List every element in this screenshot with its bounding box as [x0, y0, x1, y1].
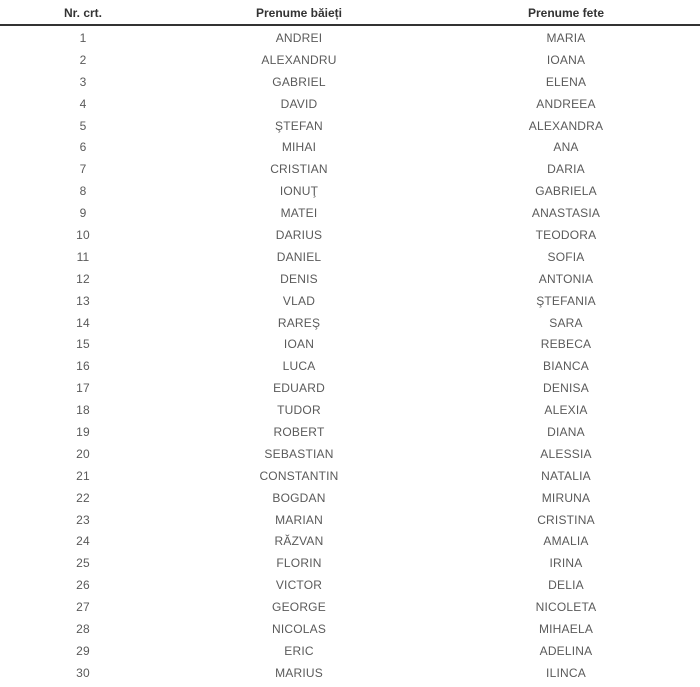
table-row	[0, 640, 700, 662]
cell-boy-name: ROBERT	[273, 424, 325, 439]
cell-boy-name: CONSTANTIN	[259, 468, 339, 483]
cell-girl-name: GABRIELA	[535, 184, 597, 199]
cell-boy-name: EDUARD	[273, 381, 325, 396]
table-row	[0, 333, 700, 355]
cell-girl-name: CRISTINA	[537, 512, 595, 527]
table-row	[0, 552, 700, 574]
cell-boy-name: DARIUS	[275, 227, 323, 242]
cell-girl-name: ADELINA	[539, 643, 593, 658]
cell-boy-name: DANIEL	[276, 249, 322, 264]
cell-nr: 26	[76, 578, 90, 593]
table-row	[0, 662, 700, 684]
cell-nr: 14	[76, 315, 90, 330]
header-girls-names: Prenume fete	[527, 6, 605, 20]
table-header	[0, 0, 700, 26]
table-row	[0, 180, 700, 202]
cell-girl-name: ANDREEA	[536, 96, 596, 111]
cell-nr: 1	[79, 30, 87, 45]
cell-boy-name: DENIS	[280, 271, 318, 286]
cell-boy-name: FLORIN	[276, 556, 322, 571]
cell-boy-name: SEBASTIAN	[264, 446, 334, 461]
cell-nr: 7	[79, 162, 87, 177]
header-nr-crt: Nr. crt.	[63, 6, 102, 20]
cell-nr: 15	[76, 337, 90, 352]
cell-nr: 13	[76, 293, 90, 308]
cell-nr: 24	[76, 534, 90, 549]
cell-girl-name: IOANA	[546, 52, 586, 67]
table-row	[0, 93, 700, 115]
cell-girl-name: ALEXIA	[544, 403, 588, 418]
table-row	[0, 596, 700, 618]
cell-boy-name: RAREŞ	[277, 315, 321, 330]
table-row	[0, 246, 700, 268]
table-row	[0, 465, 700, 487]
cell-nr: 23	[76, 512, 90, 527]
cell-boy-name: DAVID	[280, 96, 318, 111]
cell-boy-name: IOAN	[283, 337, 315, 352]
cell-boy-name: MARIUS	[275, 665, 323, 680]
cell-girl-name: ANTONIA	[538, 271, 594, 286]
table-row	[0, 49, 700, 71]
cell-boy-name: LUCA	[282, 359, 316, 374]
table-row	[0, 574, 700, 596]
cell-girl-name: AMALIA	[543, 534, 589, 549]
cell-nr: 22	[76, 490, 90, 505]
table-row	[0, 421, 700, 443]
cell-nr: 3	[79, 74, 87, 89]
cell-nr: 28	[76, 621, 90, 636]
cell-girl-name: SOFIA	[547, 249, 585, 264]
table-row	[0, 202, 700, 224]
cell-boy-name: MATEI	[280, 206, 318, 221]
cell-girl-name: MIHAELA	[538, 621, 594, 636]
table-row	[0, 158, 700, 180]
cell-nr: 11	[76, 249, 90, 264]
table-row	[0, 224, 700, 246]
cell-girl-name: NICOLETA	[535, 600, 597, 615]
cell-boy-name: GEORGE	[272, 600, 326, 615]
table-row	[0, 115, 700, 137]
cell-boy-name: GABRIEL	[272, 74, 326, 89]
table-row	[0, 27, 700, 49]
cell-nr: 29	[76, 643, 90, 658]
cell-nr: 12	[76, 271, 90, 286]
cell-boy-name: VLAD	[282, 293, 316, 308]
cell-boy-name: ANDREI	[275, 30, 323, 45]
cell-nr: 30	[76, 665, 90, 680]
cell-boy-name: ŞTEFAN	[275, 118, 323, 133]
cell-boy-name: ALEXANDRU	[261, 52, 337, 67]
cell-nr: 10	[76, 227, 90, 242]
cell-boy-name: NICOLAS	[271, 621, 327, 636]
table-row	[0, 136, 700, 158]
cell-nr: 9	[79, 206, 87, 221]
cell-nr: 4	[79, 96, 87, 111]
cell-boy-name: TUDOR	[277, 403, 321, 418]
cell-boy-name: MARIAN	[275, 512, 323, 527]
cell-girl-name: DARIA	[547, 162, 585, 177]
table-row	[0, 530, 700, 552]
table-row	[0, 399, 700, 421]
cell-boy-name: CRISTIAN	[270, 162, 328, 177]
cell-boy-name: BOGDAN	[272, 490, 326, 505]
cell-girl-name: ALESSIA	[540, 446, 592, 461]
cell-girl-name: ALEXANDRA	[528, 118, 604, 133]
cell-girl-name: ANASTASIA	[531, 206, 601, 221]
cell-girl-name: ELENA	[545, 74, 587, 89]
cell-boy-name: IONUŢ	[279, 184, 319, 199]
cell-boy-name: VICTOR	[275, 578, 323, 593]
table-row	[0, 268, 700, 290]
cell-girl-name: SARA	[549, 315, 583, 330]
cell-nr: 17	[76, 381, 90, 396]
table-row	[0, 487, 700, 509]
cell-nr: 20	[76, 446, 90, 461]
cell-nr: 19	[76, 424, 90, 439]
cell-nr: 27	[76, 600, 90, 615]
cell-girl-name: BIANCA	[543, 359, 589, 374]
cell-boy-name: ERIC	[284, 643, 314, 658]
table-row	[0, 377, 700, 399]
table-row	[0, 355, 700, 377]
table-row	[0, 618, 700, 640]
cell-girl-name: ŞTEFANIA	[536, 293, 596, 308]
cell-nr: 16	[76, 359, 90, 374]
cell-girl-name: REBECA	[540, 337, 592, 352]
cell-nr: 2	[79, 52, 87, 67]
cell-boy-name: RĂZVAN	[274, 534, 324, 549]
cell-girl-name: DENISA	[543, 381, 589, 396]
cell-nr: 8	[79, 184, 87, 199]
cell-girl-name: IRINA	[549, 556, 583, 571]
cell-nr: 6	[79, 140, 87, 155]
cell-nr: 25	[76, 556, 90, 571]
cell-girl-name: DIANA	[547, 424, 585, 439]
cell-nr: 5	[79, 118, 87, 133]
cell-girl-name: TEODORA	[535, 227, 597, 242]
cell-girl-name: DELIA	[548, 578, 584, 593]
cell-girl-name: MIRUNA	[541, 490, 591, 505]
header-boys-names: Prenume băieți	[255, 6, 343, 20]
cell-boy-name: MIHAI	[281, 140, 317, 155]
cell-girl-name: ANA	[553, 140, 579, 155]
cell-girl-name: MARIA	[546, 30, 586, 45]
table-row	[0, 312, 700, 334]
cell-girl-name: ILINCA	[546, 665, 586, 680]
table-row	[0, 71, 700, 93]
cell-girl-name: NATALIA	[541, 468, 591, 483]
table-row	[0, 509, 700, 531]
cell-nr: 18	[76, 403, 90, 418]
table-row	[0, 290, 700, 312]
table-body	[0, 26, 700, 684]
table-row	[0, 443, 700, 465]
cell-nr: 21	[76, 468, 90, 483]
